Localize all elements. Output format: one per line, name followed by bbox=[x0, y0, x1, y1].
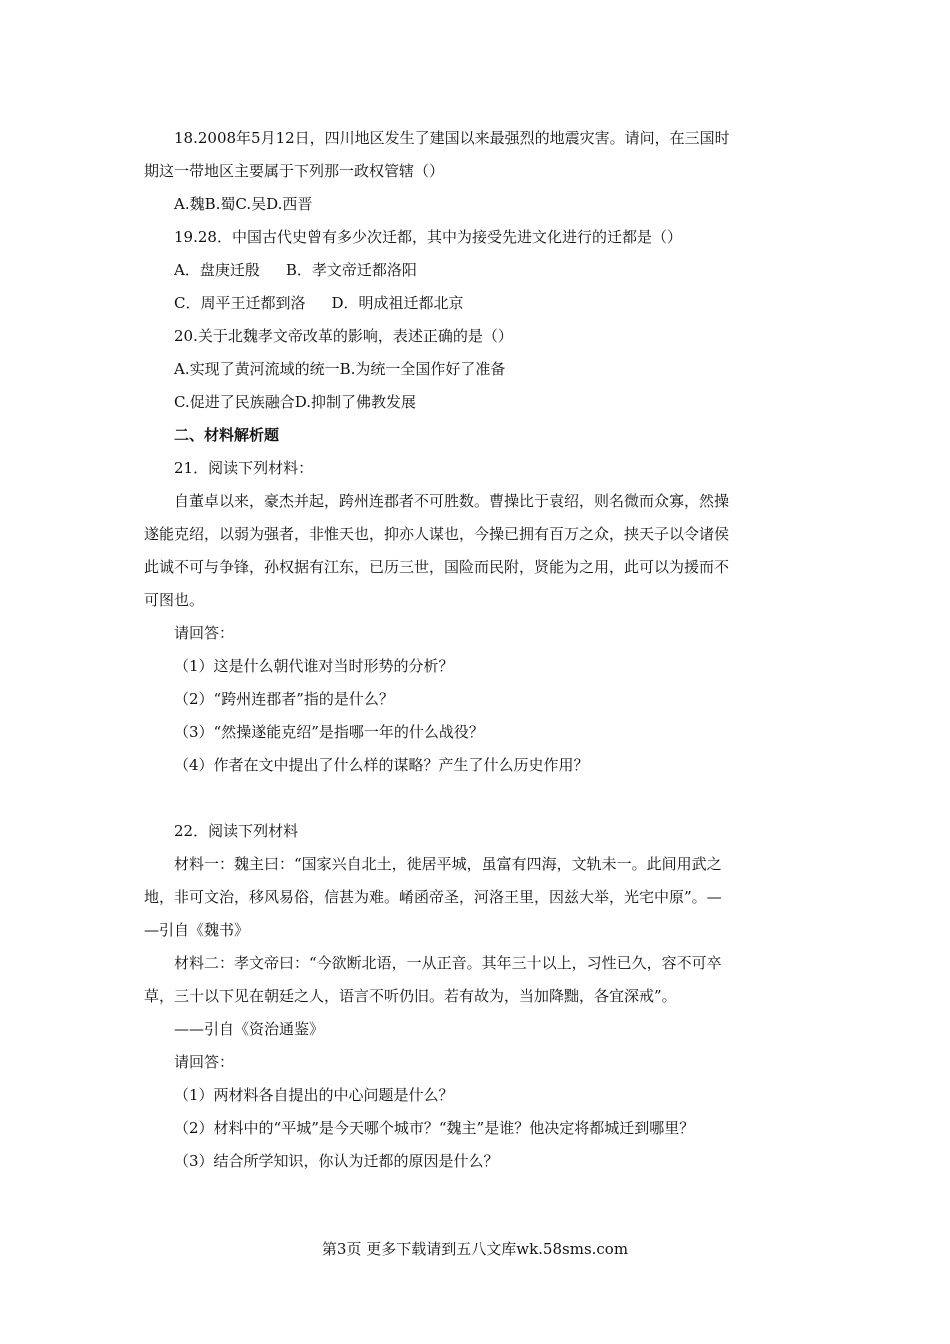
q21-prompt: 请回答： bbox=[174, 624, 235, 642]
q21-intro: 21．阅读下列材料： bbox=[174, 459, 314, 477]
q20-options-1: A.实现了黄河流域的统一B.为统一全国作好了准备 bbox=[174, 360, 506, 378]
q21-question-2: （2）“跨州连郡者”指的是什么？ bbox=[174, 690, 394, 708]
q19-option-b: B．孝文帝迁都洛阳 bbox=[285, 261, 417, 279]
q22-intro: 22．阅读下列材料 bbox=[174, 822, 299, 840]
q19-stem: 19.28．中国古代史曾有多少次迁都，其中为接受先进文化进行的迁都是（） bbox=[174, 228, 682, 246]
q22-question-3: （3）结合所学知识，你认为迁都的原因是什么？ bbox=[174, 1152, 499, 1170]
q21-material-line-1: 自董卓以来，豪杰并起，跨州连郡者不可胜数。曹操比于袁绍，则名微而众寡，然操 bbox=[174, 492, 730, 510]
q21-material-line-3: 此诚不可与争锋，孙权据有江东，已历三世，国险而民附，贤能为之用，此可以为援而不 bbox=[144, 558, 730, 576]
q21-question-4: （4）作者在文中提出了什么样的谋略？产生了什么历史作用？ bbox=[174, 756, 589, 774]
q18-line-2: 期这一带地区主要属于下列那一政权管辖（） bbox=[144, 162, 445, 180]
q22-question-1: （1）两材料各自提出的中心问题是什么？ bbox=[174, 1086, 454, 1104]
q21-question-3: （3）“然操遂能克绍”是指哪一年的什么战役？ bbox=[174, 723, 484, 741]
q21-material-line-4: 可图也。 bbox=[144, 591, 205, 609]
q19-options-cd bbox=[144, 287, 808, 320]
q19-option-a: A．盘庚迁殷 bbox=[174, 261, 260, 279]
q22-question-2: （2）材料中的“平城”是今天哪个城市？“魏主”是谁？他决定将都城迁到哪里？ bbox=[174, 1119, 695, 1137]
q21-question-1: （1）这是什么朝代谁对当时形势的分析？ bbox=[174, 657, 454, 675]
spacer bbox=[144, 782, 808, 815]
q22-prompt: 请回答： bbox=[174, 1053, 235, 1071]
q22-material1-line-1: 材料一：魏主曰：“国家兴自北土，徙居平城，虽富有四海，文轨未一。此间用武之 bbox=[174, 855, 722, 873]
q20-options-2: C.促进了民族融合D.抑制了佛教发展 bbox=[174, 393, 416, 411]
q22-material1-line-2: 地，非可文治，移风易俗，信甚为难。崤函帝圣，河洛王里，因兹大举，光宅中原”。— bbox=[144, 888, 722, 906]
q20-stem: 20.关于北魏孝文帝改革的影响，表述正确的是（） bbox=[174, 327, 513, 345]
document-body bbox=[144, 122, 808, 1178]
page-footer: 第3页 更多下载请到五八文库wk.58sms.com bbox=[321, 1240, 629, 1258]
q19-option-c: C．周平王迁都到洛 bbox=[174, 294, 306, 312]
q22-material2-line-1: 材料二：孝文帝曰：“今欲断北语，一从正音。其年三十以上，习性已久，容不可卒 bbox=[174, 954, 722, 972]
q19-option-d: D．明成祖迁都北京 bbox=[331, 294, 464, 312]
q19-options-ab bbox=[144, 254, 808, 287]
q18-line-1: 18.2008年5月12日，四川地区发生了建国以来最强烈的地震灾害。请问，在三国时 bbox=[174, 129, 730, 147]
section-heading: 二、材料解析题 bbox=[174, 426, 280, 444]
q22-material2-source: ——引自《资治通鉴》 bbox=[174, 1020, 325, 1038]
q18-options: A.魏B.蜀C.吴D.西晋 bbox=[174, 195, 313, 213]
q22-material1-line-3: —引自《魏书》 bbox=[144, 921, 250, 939]
q22-material2-line-2: 草，三十以下见在朝廷之人，语言不听仍旧。若有故为，当加降黜，各宜深戒”。 bbox=[144, 987, 677, 1005]
q21-material-line-2: 遂能克绍，以弱为强者，非惟天也，抑亦人谋也，今操已拥有百万之众，挟天子以令诸侯 bbox=[144, 525, 730, 543]
